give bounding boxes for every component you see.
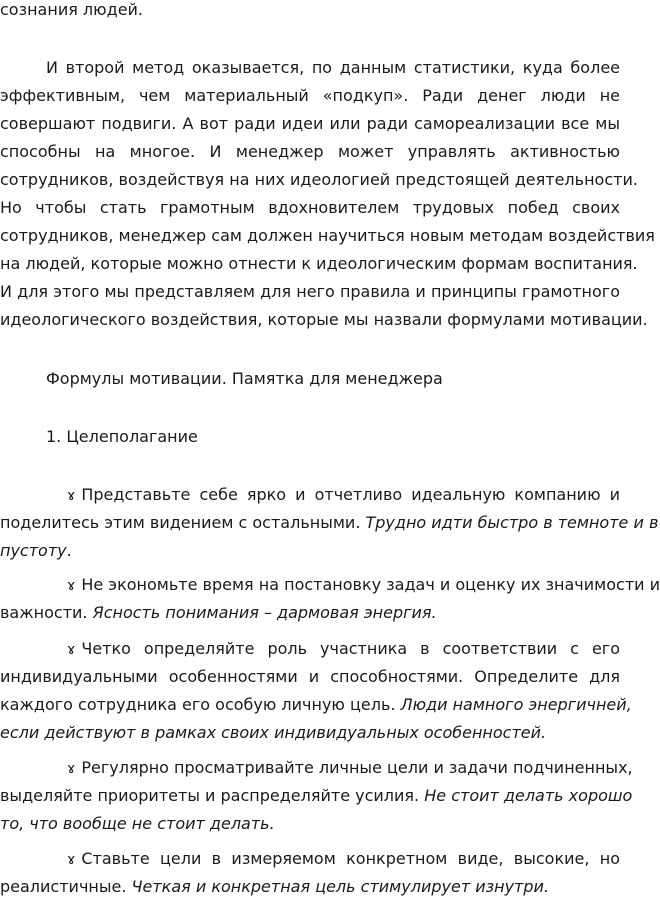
bullet-icon: ɤ <box>67 488 76 504</box>
text-line: индивидуальными особенностями и способностями. Определите для <box>0 667 620 686</box>
bullet-line: ɤ Не экономьте время на постановку задач и оценку их значимости и <box>67 575 660 594</box>
text-line: совершают подвиги. А вот ради идеи или ради самореализации все мы <box>0 114 620 133</box>
bullet-icon: ɤ <box>67 578 76 594</box>
text-line: поделитесь этим видением с остальными. Трудно идти быстро в темноте и в <box>0 513 659 532</box>
text-line: важности. Ясность понимания – дармовая энергия. <box>0 603 437 622</box>
text-line: сознания людей. <box>0 0 144 19</box>
text-line: И для этого мы представляем для него правила и принципы грамотного <box>0 282 620 301</box>
text-line: если действуют в рамках своих индивидуальных особенностей. <box>0 723 547 742</box>
bullet-line: ɤ Представьте себе ярко и отчетливо идеальную компанию и <box>67 485 620 504</box>
bullet-line: ɤ Регулярно просматривайте личные цели и задачи подчиненных, <box>67 758 633 777</box>
text-line: каждого сотрудника его особую личную цель. Люди намного энергичней, <box>0 695 632 714</box>
text-line: идеологического воздействия, которые мы назвали формулами мотивации. <box>0 310 648 329</box>
text-line: И второй метод оказывается, по данным статистики, куда более <box>46 58 620 77</box>
bullet-icon: ɤ <box>67 852 76 868</box>
text-line: Но чтобы стать грамотным вдохновителем трудовых побед своих <box>0 198 620 217</box>
text-line: эффективным, чем материальный «подкуп». Ради денег люди не <box>0 86 620 105</box>
section-title: 1. Целеполагание <box>46 427 198 446</box>
bullet-line: ɤ Ставьте цели в измеряемом конкретном виде, высокие, но <box>67 849 620 868</box>
bullet-line: ɤ Четко определяйте роль участника в соответствии с его <box>67 639 620 658</box>
text-line: пустоту. <box>0 541 72 560</box>
text-line: сотрудников, воздействуя на них идеологией предстоящей деятельности. <box>0 170 638 189</box>
text-line: сотрудников, менеджер сам должен научиться новым методам воздействия <box>0 226 655 245</box>
text-line: выделяйте приоритеты и распределяйте усилия. Не стоит делать хорошо <box>0 786 633 805</box>
text-line: на людей, которые можно отнести к идеологическим формам воспитания. <box>0 254 638 273</box>
text-line: способны на многое. И менеджер может управлять активностью <box>0 142 620 161</box>
text-line: то, что вообще не стоит делать. <box>0 814 275 833</box>
bullet-icon: ɤ <box>67 761 76 777</box>
bullet-icon: ɤ <box>67 642 76 658</box>
text-line: реалистичные. Четкая и конкретная цель стимулирует изнутри. <box>0 877 550 896</box>
heading: Формулы мотивации. Памятка для менеджера <box>46 369 443 388</box>
